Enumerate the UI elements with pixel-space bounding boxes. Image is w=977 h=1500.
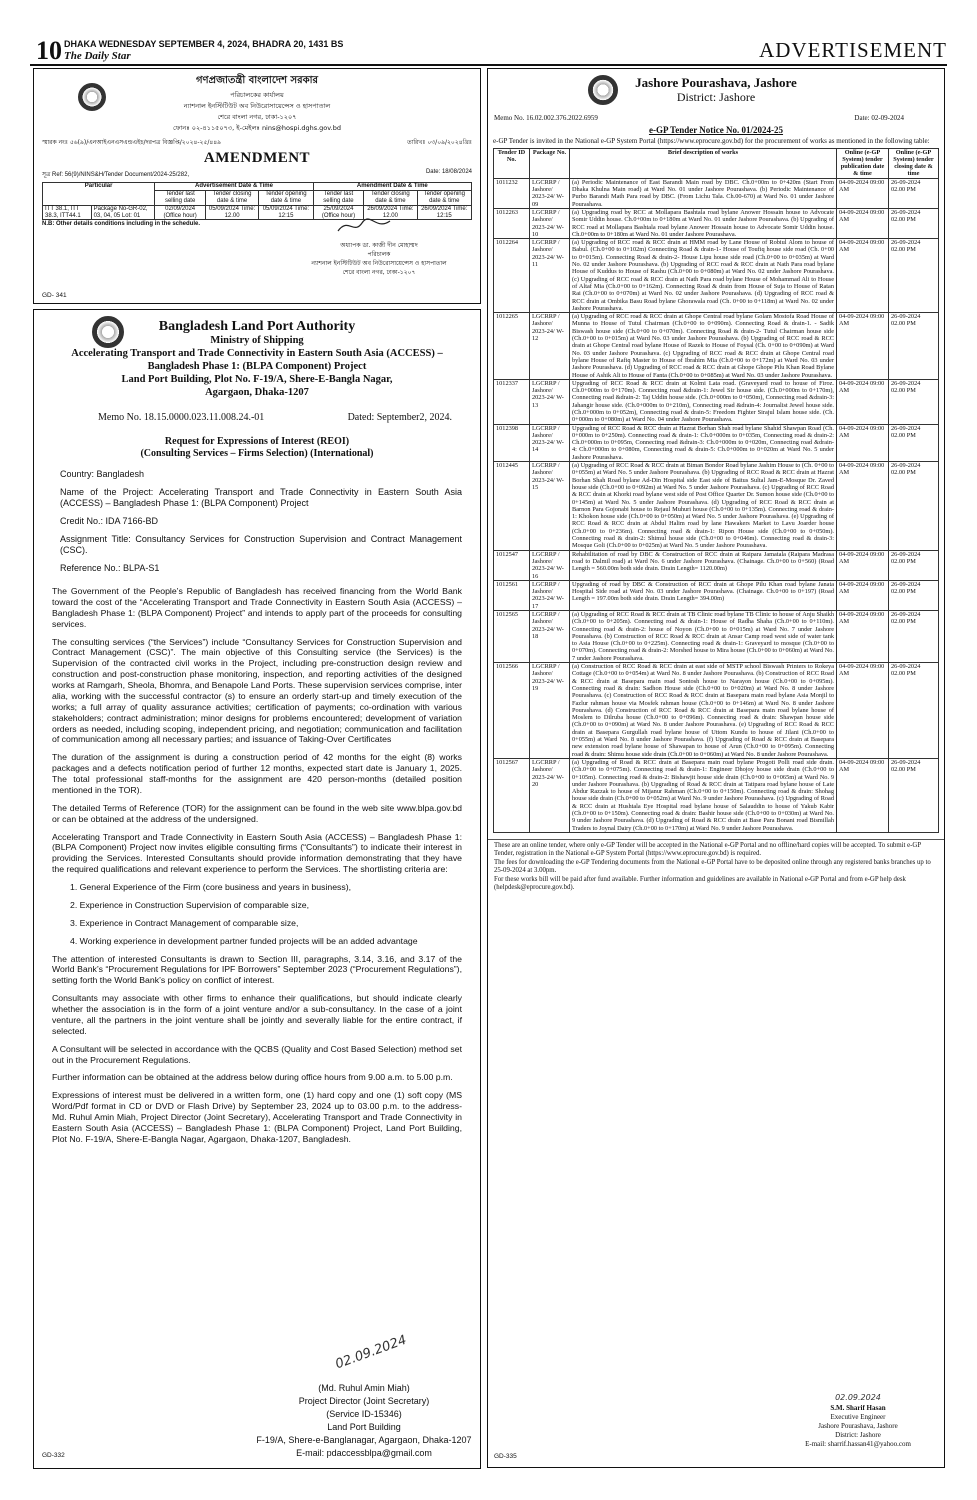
table-row — [494, 208, 939, 238]
table-cell: 26/09/2024 Time: 12.00 — [364, 205, 417, 220]
paragraph: The consulting services (“the Services”) include “Consultancy Services for Construction Supervision and Contract Management (CSC)”. The main objective of this Consulting service (the Services) is the Supervision of the contracted civil works in the Project, including pre-construction design review and construction and post-construction phase monitoring, inspection, and reporting activities of the designed works at Ramgarh, Sheola, Bhomra, and Benapole Land Ports. These supervision services comprise, inter alia, working with the successful contractor (s) to ensure an orderly start-up and timely execution of the works; a full array of quality assurance activities; certification of payments; co-ordination with various stakeholders; contract administration; minor designs for problems encountered; development of variation orders as needed, including scoping, independent pricing, and negotiation; communication and facilitation of communication among all necessary parties; and issuance of Taking-Over Certificates — [52, 636, 462, 745]
package-no: LGCRRP / Jashore/ 2023-24/ W-12 — [530, 313, 570, 380]
table-row — [494, 313, 939, 380]
sub-col: Tender last selling date — [155, 190, 206, 205]
memo-number-bn: স্মারক নংঃ ৫৬(৯)/এনআইএনএসএন্ডএইচ/দরপত্র বিজ্ঞপ্তি/২০২৪-২৫/৪৪৯ — [42, 139, 222, 146]
sig-district: District: Jashore — [835, 1430, 881, 1439]
tender-id: 1012561 — [494, 580, 530, 610]
table-row — [494, 550, 939, 580]
sig-title: Executive Engineer — [830, 1412, 886, 1421]
table-row — [494, 239, 939, 313]
amendment-title: AMENDMENT — [203, 150, 311, 166]
work-description: (a) Upgrading of RCC road & RCC drain at HMM road by Lane House of Robiul Alom to house of Babul. (Ch.0+00 to 0+102m) Connecting Road & drain-1- House of Toufiq house side road (Ch. 0+00 to 0+015m). Connecting Road & drain-2- House Lipu house side road (Ch.0+00 to 0+035m) at Ward No. 02 under Jashore Pourashava. (b) Upgrading of RCC road & RCC drain at Nath Para road bylane House of Kuddus to House of Rashu (Ch.0+00 to 0+080m) at Ward No. 02 under Jashore Pourashava. (c) Upgrading of RCC road & RCC drain at Nath Para road bylane House of Mohammad Ali to House of Altaf Mia (Ch.0+00 to 0+162m). Connecting Road & drain from House of Suja to House of Ratan Rai (Ch.0+00 to 0+070m) at Ward No. 02 under Jashore Pourashava. (d) Upgrading of RCC road & RCC drain at Ombika Basu Road bylane Ghorawala road (Ch. 0+00 to 0+118m) at Ward No. 02 under Jashore Pourashava. — [570, 239, 837, 313]
tender-id: 1011232 — [494, 178, 530, 208]
package-no: LGCRRP / Jashore/ 2023-24/ W-11 — [530, 239, 570, 313]
tender-id: 1012337 — [494, 379, 530, 424]
publication-date: 04-09-2024 09:00 AM — [837, 462, 889, 551]
sig-building: Land Port Building — [327, 1422, 401, 1433]
work-description: Rehabilitation of road by DBC & Construction of RCC drain at Raipara Jamatala (Raipara Madrasa road to Dalmil road) at Ward No. 6 under Jashore Pourashava. (Chainage. Ch.0+00 to 0+560) (Road Length = 560.00m both side drain. Drain Length= 1120.00m) — [570, 550, 837, 580]
blpa-dated: Dated: September2, 2024. — [347, 411, 452, 423]
work-description: (a) Upgrading of RCC road & RCC drain at Ghope Central road bylane Golam Mostofa Road House of Munna to House of Tutul Chairman (Ch.0+00 to 0+090m). Connecting Road & drain-1. - Sadik Biswash house side (Ch.0+00 to 0+070m). Connecting Road & drain-2- Tutul Chairman house side (Ch.0+00 to 0+015m) at Ward No. 03 under Jashore Pourashava. (b) Upgrading of RCC road & RCC drain at Ghope Central road bylane House of Razek to House of Foysal (Ch. 0+00 to 0+090m) at Ward No. 03 under Jashore Pourashava. (c) Upgrading of RCC road & RCC drain at Ghope Central road bylane House of Rafiq Master to House of Ibrahim Mia (Ch.0+00 to 0+172m) at Ward No. 03 under Jashore Pourashava. (d) Upgrading of RCC road & RCC drain at Ghope Ghope Pilu Khan Road Bylane House of Ashik Ali to House of Fanta (Ch.0+00 to 0+085m) at Ward No. 03 under Jashore Pourashava. — [570, 313, 837, 380]
publication-date: 04-09-2024 09:00 AM — [837, 663, 889, 759]
work-description: Upgrading of RCC Road & RCC drain at Kolmi Lata road. (Graveyard road to house of Firoz. Ch.0+000m to 0+170m). Connecting road &drain-1: Jewel Sir house side. (Ch.0+000m to 0+170m), Connecting road &drain-2: Taj Uddin house side. (Ch.0+000m to 0+050m), Connecting road &drain-3: Jahangir house side. (Ch.0+000m to 0+210m), Connecting road &drain-4: Journalist Jewel house side. (Ch.0+000m to 0+052m), Connecting road & drain-5: Freedom Fighter Sirajul Islam house side. (Ch. 0+000m to 0+080m) at Ward No. 04 under Jashore Pourashava. — [570, 379, 837, 424]
paragraph: Expressions of interest must be delivered in a written form, one (1) hard copy and one (1) soft copy (MS Word/Pdf format in CD or DVD or Flash Drive) by September 23, 2024 up to 03.00 p.m. to the address- Md. Ruhul Amin Miah, Project Director (Joint Secretary), Accelerating Transport and Trade Connectivity in Eastern South Asia (ACCESS) – Bangladesh Phase 1: (BLPA Component) Project, Land Port Building, Plot No. F-19/A, Shere-E-Bangla Nagar, Agargaon, Dhaka-1207, Bangladesh. — [52, 1090, 462, 1144]
publication-date: 04-09-2024 09:00 AM — [837, 379, 889, 424]
work-description: (a) Construction of RCC Road & RCC drain at east side of MSTP school Biswash Printers to Rokeya Cottage (Ch.0+00 to 0+054m) at Ward No. 8 under Jashore Pourashava. (b) Construction of RCC Road & RCC drain at Basepara main road Sontosh house to Narayon house (Ch.0+00 to 0+095m). Connecting road & drain: Sadhon House side (Ch.0+00 to 0+020m) at Ward No. 8 under Jashore Pourashava. (c) Construction of RCC Road & RCC drain at Basepara main road bylane Asia Monjil to Fazlur rahman house via Mosfek rahman house (Ch.0+00 to 0+146m) at Ward No. 8 under Jashore Pourashava. (d) Construction of RCC Road & RCC drain at Basepara main road bylane house of Moslem to Dilruba house (Ch.0+00 to 0+096m). Connecting road & drain: Shawpan house side (Ch.0+00 to 0+090m) at Ward No. 8 under Jashore Pourashava. (e) Upgrading of RCC Road & RCC drain at Basepara Gurgullah road bylane house of Uttom Kundu to house of Jilani (Ch.0+00 to 0+055m) at Ward No. 8 under Jashore Pourashava. (f) Upgrading of Road & RCC drain at Basepara new extension road bylane house of Shawapan to house of Arun (Ch.0+00 to 0+095m). Connecting road & drain: Shimu house side drain (Ch.0+00 to 0+060m) at Ward No. 8 under Jashore Pourashava. — [570, 663, 837, 759]
col-amendment: Amendment Date & Time — [313, 183, 471, 191]
closing-date: 26-09-2024 02.00 PM — [889, 313, 939, 380]
reference-date: Date: 18/08/2024 — [425, 169, 472, 175]
table-row — [494, 663, 939, 759]
gov-title: গণপ্রজাতন্ত্রী বাংলাদেশ সরকার — [196, 75, 318, 86]
publication-date: 04-09-2024 09:00 AM — [837, 208, 889, 238]
table-row — [494, 758, 939, 832]
signer-institute: ন্যাশনাল ইনস্টিটিউট অব নিউরোসায়েন্সেস ও হাসপাতাল — [311, 260, 447, 267]
work-description: (a) Upgrading of Road & RCC drain at Basepara main road bylane Progoti Polli road side drain. (Ch.0+00 to 0+075m). Connecting road & drain-1: Engineer Dhojoy house side drain (Ch.0+00 to 0+105m). Connecting road & drain-2: Bishawjit house side drain (Ch.0+00 to 0+065m) at Ward No. 9 under Jashore Pourashava. (b) Upgrading of Road & RCC drain at Tatipara road bylane house of Late Abdur Razzak to house of Mijanur Rahman (Ch.0+00 to 0+150m). Connecting road & drain: Shohag house side drain (Ch.0+00 to 0+052m) at Ward No. 9 under Jashore Pourashava. (c) Upgrading of Road & RCC drain at Hushtala Eye Hospital road bylane house of Salauddin to house of Yakub Kabir (Ch.0+00 to 0+150m). Connecting road & drain: Bashir house side (Ch.0+00 to 0+030m) at Ward No. 9 under Jashore Pourashava. (d) Upgrading of Road & RCC drain at Base Para Bonani road Bismillah Traders to Joynal Dairy (Ch.0+00 to 0+170m) at Ward No. 9 under Jashore Pourashava. — [570, 758, 837, 832]
package-no: LGCRRP / Jashore/ 2023-24/ W-10 — [530, 208, 570, 238]
assignment-title: Assignment Title: Consultancy Services for Construction Supervision and Contract Management (CSC). — [60, 533, 462, 555]
closing-date: 26-09-2024 02.00 PM — [889, 239, 939, 313]
col-description: Brief description of works — [570, 148, 837, 178]
institute-contact: ফোনঃ ০২-৪১১৫০৭৩, ই-মেইলঃ nins@hospi.dghs.gov.bd — [173, 124, 341, 132]
package-no: LGCRRP / Jashore/ 2023-24/ W-18 — [530, 611, 570, 663]
publication-date: 04-09-2024 09:00 AM — [837, 611, 889, 663]
tender-id: 1012264 — [494, 239, 530, 313]
dateline: DHAKA WEDNESDAY SEPTEMBER 4, 2024, BHADRA 20, 1431 BS — [64, 39, 344, 49]
table-row — [494, 611, 939, 663]
sig-service: (Service ID-15346) — [326, 1409, 402, 1420]
sig-email: E-mail: sharrif.hassan41@yahoo.com — [805, 1439, 911, 1448]
gd-number: GD- 341 — [42, 292, 67, 299]
blpa-address-line2: Agargaon, Dhaka-1207 — [205, 386, 309, 398]
closing-date: 26-09-2024 02.00 PM — [889, 462, 939, 551]
blpa-ministry: Ministry of Shipping — [210, 335, 304, 347]
criteria-item: 4. Working experience in development partner funded projects will be an added advantage — [70, 935, 418, 946]
memo-date-bn: তারিখঃ ০৩/০৯/২০২৪খ্রিঃ — [407, 139, 472, 146]
table-row — [43, 205, 472, 220]
publication-date: 04-09-2024 09:00 AM — [837, 178, 889, 208]
paragraph: The attention of interested Consultants is drawn to Section III, paragraphs, 3.14, 3.16, and 3.17 of the World Bank’s “Procurement Regulations for IPF Borrowers” September 2023 (“Procurement Regulations”), setting forth the World Bank’s policy on conflict of interest. — [52, 953, 462, 986]
blpa-address-line1: Land Port Building, Plot No. F-19/A, Shere-E-Bangla Nagar, — [121, 373, 393, 385]
handwritten-signature: 02.09.2024 — [835, 1393, 881, 1403]
paragraph: Accelerating Transport and Trade Connectivity in Eastern South Asia (ACCESS) – Bangladesh Phase 1: (BLPA Component) Project now invites eligible consulting firms (“Consultants”) to indicate their interest in providing the Services. Interested Consultants should provide information demonstrating that they have the required qualifications and relevant experience to perform the Services. The shortlisting criteria are: — [52, 831, 462, 875]
reoi-title: Request for Expressions of Interest (REOI) — [164, 436, 350, 448]
sub-col: Tender closing date & time — [364, 190, 417, 205]
jp-footer-note: For these works bill will be paid after fund available. Further information and guidelines are available in National e-GP Portal and from e-GP help desk (helpdesk@eprocure.gov.bd). — [494, 875, 906, 892]
jashore-tender-ad — [487, 68, 945, 1468]
reference: সূত্র Ref: 56(9)/NINS&H/Tender Document/2024-25/282, — [42, 172, 190, 178]
tender-id: 1012565 — [494, 611, 530, 663]
section-title: ADVERTISEMENT — [759, 38, 947, 62]
gd-number: GD-332 — [42, 1452, 65, 1460]
government-emblem-icon — [78, 83, 106, 111]
tender-table — [493, 148, 939, 833]
amendment-ad — [33, 68, 481, 304]
col-particular: Particular — [43, 183, 155, 206]
work-description: (a) Upgrading road by RCC at Mollapara Bashtala road bylane Anower Hossain house to Advocate Somir Uddin house. Ch.0+00m to 0+180m at Ward No. 01 under Jashore Pourashava. (b) Upgrading of RCC road at Mollapara Bashtala road bylane Anower Hossain house to Advocate Somir Uddin house. Ch.0+00m to 0+180m at Ward No. 01 under Jashore Pourashava. — [570, 208, 837, 238]
table-cell: 02/09/2024 (Office hour) — [155, 205, 206, 220]
table-cell: 05/09/2024 Time: 12.00 — [205, 205, 258, 220]
col-publication: Online (e-GP System) tender publication date & time — [837, 148, 889, 178]
table-row — [494, 178, 939, 208]
publication-date: 04-09-2024 09:00 AM — [837, 313, 889, 380]
reference-number: Reference No.: BLPA-S1 — [60, 563, 160, 574]
package-no: LGCRRP / Jashore/ 2023-24/ W-13 — [530, 379, 570, 424]
sig-address: F-19/A, Shere-e-Banglanagar, Agargaon, Dhaka-1207 — [256, 1435, 472, 1446]
table-cell: 26/09/2024 Time: 12:15 — [417, 205, 471, 220]
amendment-note: N.B: Other details conditions including in the schedule. — [42, 221, 201, 228]
jp-intro: e-GP Tender is invited in the National e-GP System Portal (https://www.eprocure.gov.bd) for the procurement of works as mentioned in the following table: — [493, 137, 930, 146]
tender-id: 1012398 — [494, 424, 530, 461]
sub-col: Tender opening date & time — [259, 190, 313, 205]
reoi-subtitle: (Consulting Services – Firms Selection) (International) — [140, 448, 374, 460]
jp-date: Date: 02-09-2024 — [854, 114, 904, 123]
table-row — [494, 379, 939, 424]
table-cell: 25/09/2024 (Office hour) — [313, 205, 364, 220]
package-no: LGCRRP / Jashore/ 2023-24/ W-20 — [530, 758, 570, 832]
tender-id: 1012567 — [494, 758, 530, 832]
paragraph: Further information can be obtained at the address below during office hours from 9.00 a.m. to 5.00 p.m. — [52, 1072, 453, 1083]
col-closing: Online (e-GP System) tender closing date & time — [889, 148, 939, 178]
sig-org: Jashore Pourashava, Jashore — [818, 1421, 898, 1430]
paragraph: The detailed Terms of Reference (TOR) for the assignment can be found in the web site www.blpa.gov.bd or can be obtained at the address of the undersigned. — [52, 802, 462, 824]
gd-number: GD-335 — [494, 1453, 517, 1461]
closing-date: 26-09-2024 02.00 PM — [889, 550, 939, 580]
closing-date: 26-09-2024 02.00 PM — [889, 178, 939, 208]
sig-title: Project Director (Joint Secretary) — [298, 1396, 430, 1407]
tender-id: 1012547 — [494, 550, 530, 580]
jp-memo: Memo No. 16.02.002.376.2022.6959 — [494, 114, 598, 123]
work-description: (a) Upgrading of RCC Road & RCC drain at Biman Bondor Road bylane Jashim House to (Ch. 0+00 to 0+055m) at Ward No. 5 under Jashore Pourashava. (b) Upgrading of RCC Road & RCC drain at Hazrat Borhan Shah Road bylane Ad-Din Hospital side East side of Baitus Sultal Jam-E-Mosque Dr. Zaved house side (Ch.0+00 to 0+092m) at Ward No. 5 under Jashore Pourashava. (c) Upgrading of RCC Road & RCC drain at Khorki road bylane west side of Post Office Quarter Dr. Sumon house side (Ch.0+00 to 0+145m) at Ward No. 5 under Jashore Pourashava. (d) Upgrading of RCC Road & RCC drain at Barnon Para Gojonabi house to Rejaul Muhuri house (Ch.0+00 to 0+135m). Connecting road & drain-1: Khokon house side (Ch.0+00 to 0+050m) at Ward No. 5 under Jashore Pourashava. (e) Upgrading of RCC Road & RCC drain at Abdul Halim road by lane Hawakers Market to Lavu Joarder house (Ch.0+00 to 0+236m). Connecting road & drain-1: Ripon House side (Ch.0+00 to 0+050m). Connecting road & drain-2: Shimul house side (Ch.0+00 to 0+046m). Connecting road & drain-3: Mosque Goli (Ch.0+00 to 0+025m) at Ward No. 5 under Jashore Pourashava. — [570, 462, 837, 551]
package-no: LGCRRP / Jashore/ 2023-24/ W-19 — [530, 663, 570, 759]
package-no: LGCRRP / Jashore/ 2023-24/ W-15 — [530, 462, 570, 551]
sub-col: Tender opening date & time — [417, 190, 471, 205]
closing-date: 26-09-2024 02.00 PM — [889, 611, 939, 663]
work-description: (a) Periodic Maintenance of East Barandi Main road by DBC. Ch.0+00m to 0+420m (Start From Dhaka Khulna Main road) at Ward No. 01 under Jashore Pourashava. (b) Periodic Maintenance of Purbo Barandi Math Para road by DBC. (From Lichu Tala. Ch.00-670) at Ward No. 01 under Jashore Pourashava. — [570, 178, 837, 208]
tender-id: 1012566 — [494, 663, 530, 759]
publication-date: 04-09-2024 09:00 AM — [837, 758, 889, 832]
col-advertisement: Advertisement Date & Time — [155, 183, 313, 191]
paragraph: Consultants may associate with other firms to enhance their qualifications, but should indicate clearly whether the association is in the form of a joint venture and/or a sub-consultancy. In the case of a joint venture, all the partners in the joint venture shall be jointly and severally liable for the entire contract, if selected. — [52, 993, 462, 1036]
sig-name: S.M. Sharif Hasan — [830, 1403, 886, 1412]
jp-notice-title: e-GP Tender Notice No. 01/2024-25 — [648, 124, 784, 135]
table-cell: 05/09/2024 Time: 12:15 — [259, 205, 313, 220]
package-no: LGCRRP / Jashore/ 2023-24/ W-16 — [530, 550, 570, 580]
pourashava-logo-icon — [588, 75, 618, 105]
blpa-project-line1: Accelerating Transport and Trade Connectivity in Eastern South Asia (ACCESS) – — [71, 348, 443, 360]
newspaper-name: The Daily Star — [64, 50, 131, 62]
office-title: পরিচালকের কার্যালয় — [230, 91, 284, 99]
jp-district: District: Jashore — [676, 90, 756, 105]
amendment-table — [42, 182, 472, 220]
work-description: Upgrading of RCC Road & RCC drain at Hazrat Borhan Shah road bylane Shahid Shawpan Road (Ch. 0+000m to 0+250m). Connecting road & drain-1: Ch.0+000m to 0+035m, Connecting road & drain-2: Ch.0+000m to 0+095m, Connecting road &drain-3: Ch.0+000m to 0+020m, Connecting road &drain-4: Ch.0+000m to 0+080m, Connecting road & drain-5: Ch.0+000m to 0+020m at Ward No. 5 under Jashore Pourashava. — [570, 424, 837, 461]
package-no: LGCRRP / Jashore/ 2023-24/ W-09 — [530, 178, 570, 208]
sig-name: (Md. Ruhul Amin Miah) — [318, 1383, 410, 1393]
page-number: 10 — [36, 36, 62, 65]
publication-date: 04-09-2024 09:00 AM — [837, 580, 889, 610]
closing-date: 26-09-2024 02.00 PM — [889, 580, 939, 610]
col-tender-id: Tender ID No. — [494, 148, 530, 178]
signer-title: পরিচালক — [367, 251, 391, 258]
criteria-item: 1. General Experience of the Firm (core business and years in business), — [70, 882, 352, 893]
institute-name: ন্যাশনাল ইনস্টিটিউট অব নিউরোসায়েন্সেস ও হাসপাতাল — [183, 102, 331, 110]
col-package: Package No. — [530, 148, 570, 178]
package-no: LGCRRP / Jashore/ 2023-24/ W-17 — [530, 580, 570, 610]
closing-date: 26-09-2024 02.00 PM — [889, 758, 939, 832]
jp-footer-note: These are an online tender, where only e-GP Tender will be accepted in the National e-GP Portal and no offline/hard copies will be accepted. To submit e-GP Tender, registration in the National e-GP System Portal (https://www.eprocure.gov.bd) is required. — [494, 841, 921, 858]
table-row — [494, 424, 939, 461]
work-description: (a) Upgrading of RCC Road & RCC drain at TB Clinic road bylane TB Clinic to house of Anju Shaikh (Ch.0+00 to 0+205m). Connecting road & drain-1: House of Radha Shaha (Ch.0+00 to 0+110m). Connecting road & drain-2: house of Noyon (Ch.0+00 to 0+015m) at Ward No. 7 under Jashore Pourashava. (b) Construction of RCC Road & RCC drain at Ansar Camp road west side of water tank to Asia House (Ch.0+00 to 0+225m). Connecting road & drain-1: Graveyard to mosque (Ch.0+00 to 0+070m). Connecting road & drain-2: Morshed house to Mira house (Ch.0+00 to 0+060m) at Ward No. 7 under Jashore Pourashava. — [570, 611, 837, 663]
tender-id: 1012445 — [494, 462, 530, 551]
page-header — [30, 36, 947, 66]
publication-date: 04-09-2024 09:00 AM — [837, 550, 889, 580]
closing-date: 26-09-2024 02.00 PM — [889, 663, 939, 759]
blpa-reoi-ad — [33, 309, 481, 1469]
sub-col: Tender closing date & time — [205, 190, 258, 205]
tender-id: 1012265 — [494, 313, 530, 380]
blpa-logo-icon — [92, 316, 124, 348]
jp-org: Jashore Pourashava, Jashore — [635, 75, 797, 90]
closing-date: 26-09-2024 02.00 PM — [889, 424, 939, 461]
criteria-item: 3. Experience in Contract Management of comparable size, — [70, 917, 299, 928]
publication-date: 04-09-2024 09:00 AM — [837, 424, 889, 461]
paragraph: The duration of the assignment is during a construction period of 42 months for the eight (8) works packages and a defects notification period of further 12 months, expected start date is January 1, 2025. The total professional staff-months for the assignment are 420 person-months (detailed position mentioned in the TOR). — [52, 752, 462, 795]
sig-email: E-mail: pdaccessblpa@gmail.com — [296, 1448, 432, 1459]
table-row — [494, 580, 939, 610]
table-cell: Package No-GR-02, 03, 04, 05 Lot: 01 — [91, 205, 155, 220]
tender-id: 1012263 — [494, 208, 530, 238]
jp-footer-note: The fees for downloading the e-GP Tendering documents from the National e-GP Portal have to be deposited online through any registered banks branches up to 25-09-2024 at 3.00pm. — [494, 858, 931, 875]
signature-icon — [334, 215, 394, 237]
closing-date: 26-09-2024 02.00 PM — [889, 379, 939, 424]
publication-date: 04-09-2024 09:00 AM — [837, 239, 889, 313]
criteria-item: 2. Experience in Construction Supervision of comparable size, — [70, 899, 310, 910]
handwritten-signature: 02.09.2024 — [333, 1332, 409, 1373]
project-name: Name of the Project: Accelerating Transport and Trade Connectivity in Eastern South Asia (ACCESS) – Bangladesh Phase 1: (BLPA Component) Project — [60, 486, 462, 508]
country: Country: Bangladesh — [60, 468, 145, 479]
signer-name: অধ্যাপক ডা. কাজী দীন মোহাম্মদ — [340, 242, 418, 249]
institute-address: শেরে বাংলা নগর, ঢাকা-১২০৭ — [217, 113, 297, 121]
work-description: Upgrading of road by DBC & Construction of RCC drain at Ghope Pilu Khan road bylane Janata Hospital Side road at Ward No. 03 under Jashore Pourashava. (Chainage. Ch.0+00 to 0+197) (Road Length = 197.00m both side drain. Drain Length= 394.00m) — [570, 580, 837, 610]
package-no: LGCRRP / Jashore/ 2023-24/ W-14 — [530, 424, 570, 461]
sub-col: Tender last selling date — [313, 190, 364, 205]
closing-date: 26-09-2024 02.00 PM — [889, 208, 939, 238]
paragraph: A Consultant will be selected in accordance with the QCBS (Quality and Cost Based Selection) method set out in the Procurement Regulations. — [52, 1043, 462, 1065]
signer-address: শেরে বাংলা নগর, ঢাকা-১২০৭ — [342, 269, 416, 276]
table-row — [494, 462, 939, 551]
credit-number: Credit No.: IDA 7166-BD — [60, 515, 159, 526]
table-cell: ITT 38.1, ITT 38.3, ITT44.1 — [43, 205, 92, 220]
blpa-project-line2: Bangladesh Phase 1: (BLPA Component) Project — [147, 361, 367, 373]
paragraph: The Government of the People’s Republic of Bangladesh has received financing from the World Bank toward the cost of the “Accelerating Transport and Trade Connectivity in Eastern South Asia (ACCESS) – Bangladesh Phase 1: (BLPA Component) Project” and intends to apply part of the proceeds for consulting services. — [52, 586, 462, 629]
blpa-memo: Memo No. 18.15.0000.023.11.008.24.-01 — [98, 411, 265, 423]
blpa-org: Bangladesh Land Port Authority — [158, 319, 356, 334]
